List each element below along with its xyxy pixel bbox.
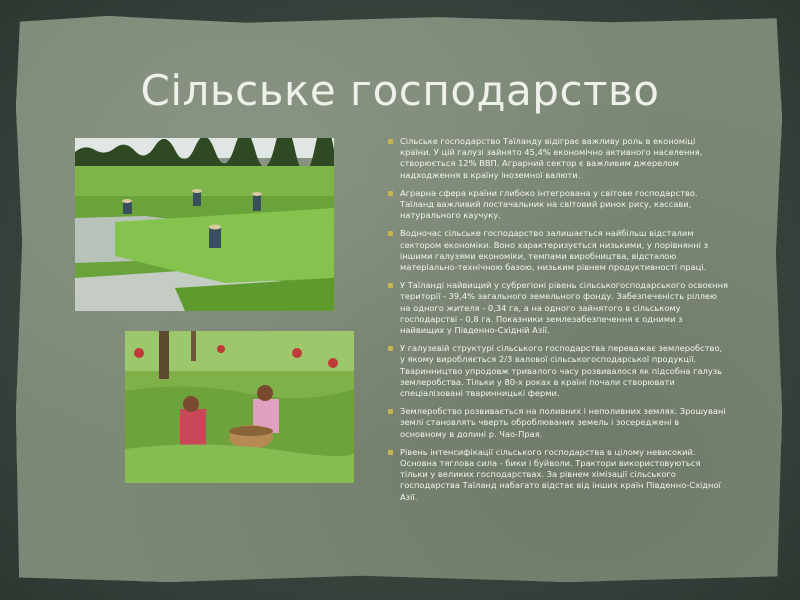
bullet-item: Водночас сільське господарство залишається найбільш відсталим сектором економіки. Воно характеризується низькими, у порівнянні з іншими галузями економіки, темпами виробництва, відсталою матеріально-технічною базою, низьким рівнем продуктивності праці. [386, 228, 728, 273]
tea-pickers-photo [125, 331, 354, 483]
slide-title: Сільське господарство [140, 66, 660, 115]
bullet-item: Рівень інтенсифікації сільського господарства в цілому невисокий. Основна тяглова сила - бики і буйволи. Трактори використовуються тільки у великих господарствах. За рівнем хімізації сільського господарства Таїланд набагато відстає від інших країн Південно-Східної Азії. [386, 447, 728, 503]
bullet-item: У Таїланді найвищий у субрегіоні рівень сільськогосподарського освоєння території - 39,4% загального земельного фонду. Забезпеченість ріллею на одного жителя - 0,34 га, а на одного зайнятого в сільському господарстві - 0,8 га. Показники землезабезпечення є одними з найвищих у Південно-Східній Азії. [386, 280, 728, 336]
bullet-item: У галузевій структурі сільського господарства переважає землеробство, у якому виробляється 2/3 валової сільськогосподарської продукції. Тваринництво упродовж тривалого часу розвивалося як підсобна галузь землеробства. Тільки у 80-х роках в країні почали створювати спеціалізовані тваринницькі ферми. [386, 343, 728, 399]
rice-field-photo [75, 138, 334, 311]
bullet-item: Землеробство розвивається на поливних і неполивних землях. Зрошувані землі становлять чверть оброблюваних земель і зосереджені в основному в долині р. Чао-Прая. [386, 406, 728, 440]
bullet-item: Аграрна сфера країни глибоко інтегрована у світове господарство. Таїланд важливий постачальник на світовий ринок рису, кассави, натурального каучуку. [386, 188, 728, 222]
bullet-list [386, 136, 728, 510]
bullet-item: Сільське господарство Таїланду відіграє важливу роль в економіці країни. У цій галузі зайнято 45,4% економічно активного населення, створюється 12% ВВП. Аграрний сектор є важливим джерелом надходження в країну іноземної валюти. [386, 136, 728, 181]
